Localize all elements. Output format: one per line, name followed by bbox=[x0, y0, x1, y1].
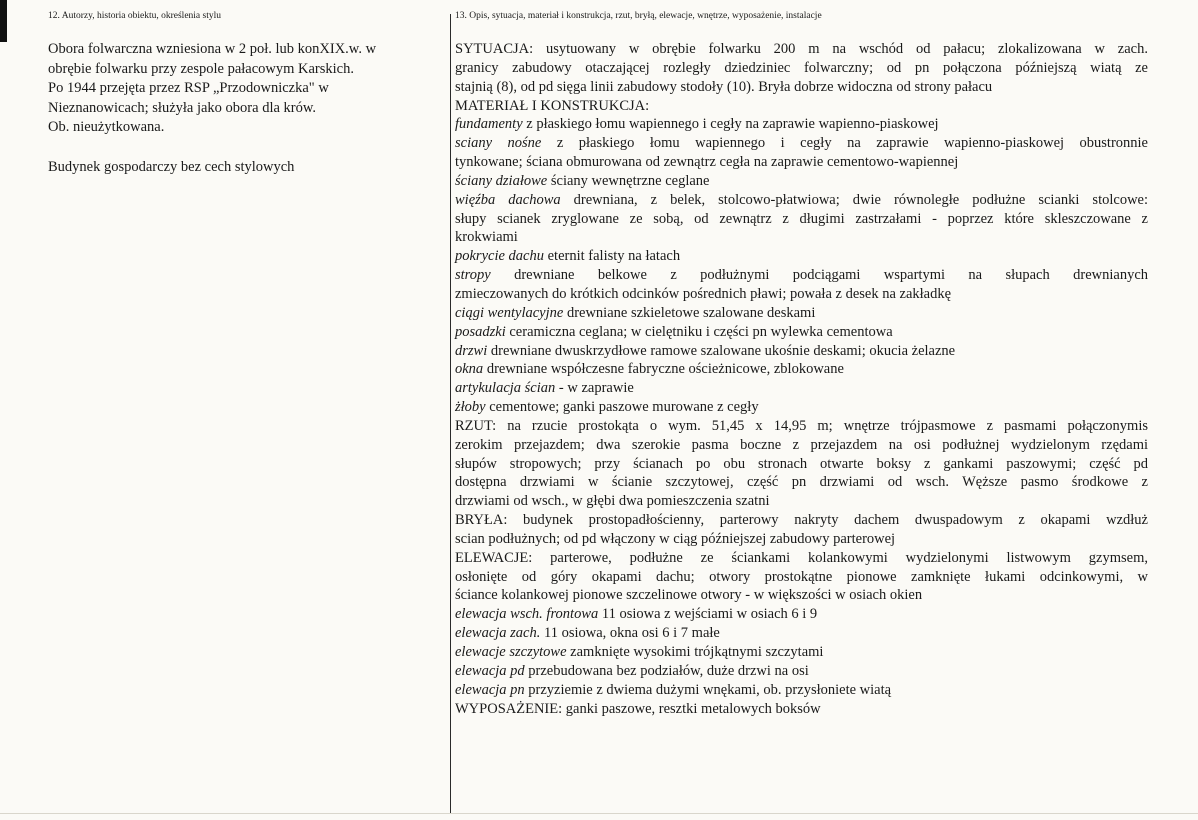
description-value: drzwiami od wsch., w głębi dwa pomieszczenia szatni bbox=[455, 493, 770, 510]
history-line: Budynek gospodarczy bez cech stylowych bbox=[48, 158, 295, 175]
description-term: ściany działowe bbox=[455, 172, 548, 189]
description-term: elewacja pd bbox=[455, 662, 525, 679]
description-term: elewacja pn bbox=[455, 681, 525, 698]
description-term: elewacja zach. bbox=[455, 625, 541, 642]
description-value: scian podłużnych; od pd włączony w ciąg późniejszej zabudowy parterowej bbox=[455, 530, 896, 547]
history-column bbox=[48, 10, 438, 177]
description-value: słupów stropowych; przy ścianach po obu stronach otwarte boksy z gankami paszowymi; część pd bbox=[455, 455, 1148, 472]
description-term: stropy bbox=[455, 267, 491, 284]
description-line bbox=[455, 360, 1148, 379]
description-term: pokrycie dachu bbox=[455, 248, 544, 265]
description-line bbox=[455, 228, 1148, 247]
description-value: cementowe; ganki paszowe murowane z cegły bbox=[485, 399, 759, 416]
description-line bbox=[455, 115, 1148, 134]
description-term: elewacja wsch. frontowa bbox=[455, 606, 599, 623]
description-value: zamknięte wysokimi trójkątnymi szczytami bbox=[566, 644, 824, 660]
description-value: ściany wewnętrzne ceglane bbox=[547, 172, 710, 189]
history-line: Nieznanowicach; służyła jako obora dla krów. bbox=[48, 99, 317, 116]
description-line bbox=[455, 304, 1148, 323]
description-value: ceramiczna ceglana; w cielętniku i części pn wylewka cementowa bbox=[505, 323, 893, 340]
history-line: Po 1944 przejęta przez RSP „Przodowniczka" w bbox=[48, 80, 329, 97]
description-value: drewniana, z belek, stolcowo-płatwiowa; dwie równoległe podłużne scianki stolcowe: bbox=[560, 191, 1149, 208]
description-line bbox=[455, 191, 1148, 210]
description-line bbox=[455, 643, 1148, 662]
history-text bbox=[48, 40, 438, 177]
description-line bbox=[455, 247, 1148, 266]
scan-corner-mark bbox=[0, 0, 7, 42]
description-value: drewniane dwuskrzydłowe ramowe szalowane ukośnie deskami; okucia żelazne bbox=[487, 342, 956, 359]
description-line bbox=[455, 153, 1148, 172]
description-line bbox=[455, 266, 1148, 285]
description-line bbox=[455, 473, 1148, 492]
description-value: przebudowana bez podziałów, duże drzwi na osi bbox=[524, 662, 809, 679]
description-value: zerokim przejazdem; dwa szerokie pasma boczne z przejazdem na osi podłużnej wydzielonym rzędami bbox=[455, 436, 1148, 453]
description-line bbox=[455, 40, 1148, 59]
description-value: 11 osiowa z wejściami w osiach 6 i 9 bbox=[598, 606, 818, 623]
description-value: BRYŁA: budynek prostopadłościenny, parterowy nakryty dachem dwuspadowym z okapami wzdłuż bbox=[455, 512, 1148, 529]
description-value: eternit falisty na łatach bbox=[543, 248, 681, 265]
history-line: Ob. nieużytkowana. bbox=[48, 119, 165, 136]
description-line bbox=[455, 342, 1148, 361]
description-value: krokwiami bbox=[455, 229, 518, 246]
description-value: SYTUACJA: usytuowany w obrębie folwarku 200 m na wschód od pałacu; zlokalizowana w zach. bbox=[455, 41, 1148, 57]
description-value: - w zaprawie bbox=[555, 380, 634, 397]
description-line bbox=[455, 417, 1148, 436]
description-line bbox=[455, 681, 1148, 700]
description-line bbox=[455, 568, 1148, 587]
description-line bbox=[455, 586, 1148, 605]
description-value: drewniane współczesne fabryczne ościeżnicowe, zblokowane bbox=[483, 361, 844, 378]
description-section-header: 13. Opis, sytuacja, materiał i konstrukcja, rzut, bryłą, elewacje, wnętrze, wyposażenie, instalacje bbox=[455, 11, 822, 21]
description-term: sciany nośne bbox=[455, 135, 542, 152]
description-line bbox=[455, 134, 1148, 153]
description-line bbox=[455, 605, 1148, 624]
history-line: obrębie folwarku przy zespole pałacowym Karskich. bbox=[48, 60, 354, 77]
description-value: RZUT: na rzucie prostokąta o wym. 51,45 x 14,95 m; wnętrze trójpasmowe z pasmami połączonymis bbox=[455, 417, 1148, 434]
description-value: ściance kolankowej pionowe szczelinowe otwory - w większości w osiach okien bbox=[455, 587, 923, 604]
description-column bbox=[455, 10, 1148, 718]
description-value: MATERIAŁ I KONSTRUKCJA: bbox=[455, 97, 650, 114]
description-value: WYPOSAŻENIE: ganki paszowe, resztki metalowych boksów bbox=[455, 700, 821, 717]
description-text bbox=[455, 40, 1148, 718]
column-divider bbox=[450, 14, 451, 814]
description-value: stajnią (8), od pd sięga linii zabudowy stodoły (10). Bryła dobrze widoczna od strony pałacu bbox=[455, 78, 993, 95]
history-section-header: 12. Autorzy, historia obiektu, określenia stylu bbox=[48, 11, 221, 21]
description-term: posadzki bbox=[455, 323, 506, 340]
description-term: ciągi wentylacyjne bbox=[455, 304, 564, 321]
description-value: drewniane belkowe z podłużnymi podciągami wspartymi na słupach drewnianych bbox=[490, 267, 1148, 284]
description-value: ELEWACJE: parterowe, podłużne ze ściankami kolankowymi wydzielonymi listwowym gzymsem, bbox=[455, 549, 1148, 566]
description-value: tynkowane; ściana obmurowana od zewnątrz cegła na zaprawie cementowo-wapiennej bbox=[455, 154, 959, 171]
description-term: drzwi bbox=[455, 342, 488, 359]
description-term: elewacje szczytowe bbox=[455, 644, 567, 660]
description-line bbox=[455, 172, 1148, 191]
description-term: fundamenty bbox=[455, 116, 523, 133]
history-line: Obora folwarczna wzniesiona w 2 poł. lub konXIX.w. w bbox=[48, 41, 377, 57]
description-value: słupy scianek zryglowane ze sobą, od zewnątrz z długimi zastrzałami - poprzez które skleszczowane z bbox=[455, 210, 1148, 227]
description-line bbox=[455, 662, 1148, 681]
description-line bbox=[455, 323, 1148, 342]
description-line bbox=[455, 210, 1148, 229]
description-line bbox=[455, 97, 1148, 116]
description-value: z płaskiego łomu wapiennego i cegły na zaprawie wapienno-piaskowej obustronnie bbox=[541, 135, 1148, 152]
description-line bbox=[455, 549, 1148, 568]
description-line bbox=[455, 379, 1148, 398]
description-line bbox=[455, 78, 1148, 97]
description-value: drewniane szkieletowe szalowane deskami bbox=[563, 304, 816, 321]
description-line bbox=[455, 700, 1148, 719]
page-edge bbox=[0, 813, 1198, 814]
description-line bbox=[455, 492, 1148, 511]
description-line bbox=[455, 511, 1148, 530]
description-term: żłoby bbox=[455, 399, 486, 416]
description-value: dostępna drzwiami w ścianie szczytowej, część pn drzwiami od wsch. Węższe pasmo środkowe z bbox=[455, 474, 1148, 491]
description-value: 11 osiowa, okna osi 6 i 7 małe bbox=[540, 625, 720, 642]
history-line bbox=[48, 138, 438, 158]
description-line bbox=[455, 59, 1148, 78]
description-line bbox=[455, 624, 1148, 643]
description-line bbox=[455, 530, 1148, 549]
description-term: więźba dachowa bbox=[455, 191, 561, 208]
description-term: artykulacja ścian bbox=[455, 380, 556, 397]
description-value: przyziemie z dwiema dużymi wnękami, ob. przysłoniete wiatą bbox=[524, 681, 892, 698]
description-term: okna bbox=[455, 361, 484, 378]
description-line bbox=[455, 455, 1148, 474]
description-line bbox=[455, 398, 1148, 417]
description-value: granicy zabudowy otaczającej rozległy dziedziniec folwarczny; od pn połączona późniejszą wiatą ze bbox=[455, 59, 1148, 76]
description-line bbox=[455, 436, 1148, 455]
description-value: zmieczowanych do krótkich odcinków pośrednich pławi; powała z desek na zakładkę bbox=[455, 285, 952, 302]
description-line bbox=[455, 285, 1148, 304]
description-value: osłonięte od góry okapami dachu; otwory prostokątne pionowe zamknięte łukami odcinkowymi, w bbox=[455, 568, 1148, 585]
description-value: z płaskiego łomu wapiennego i cegły na zaprawie wapienno-piaskowej bbox=[522, 116, 939, 133]
